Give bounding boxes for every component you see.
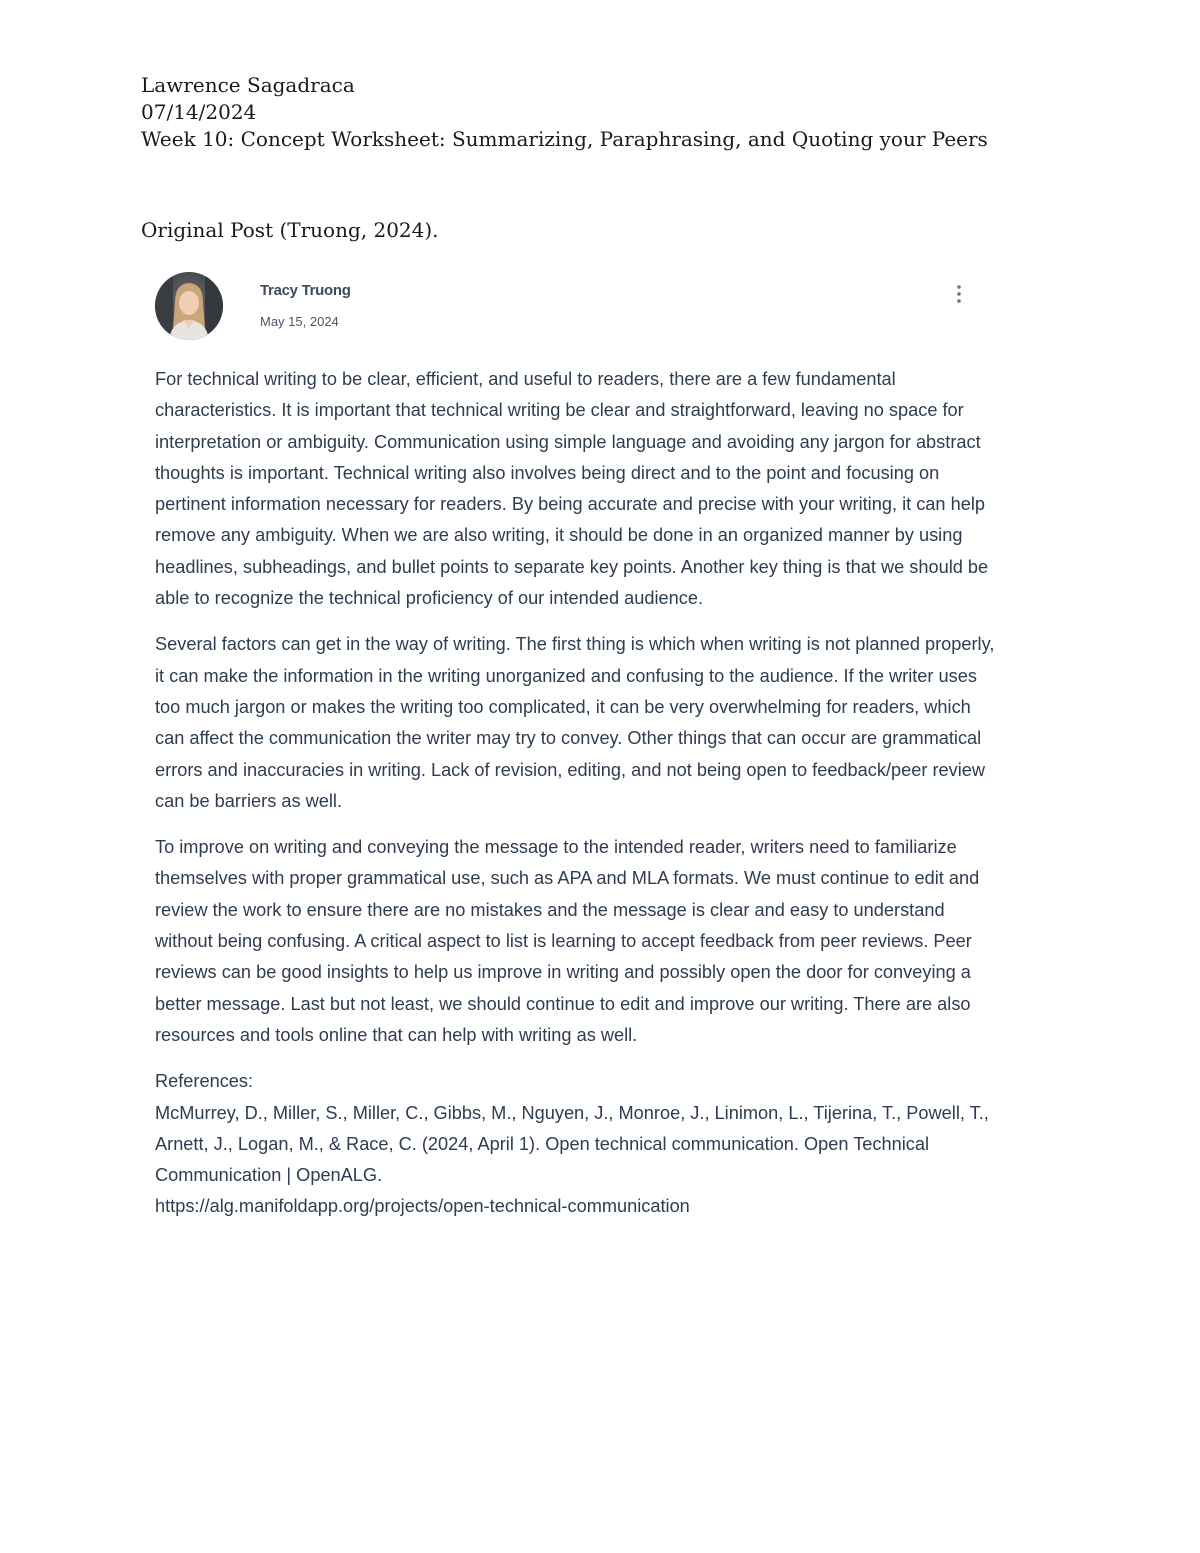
document-header [141,72,988,153]
post-paragraph: Several factors can get in the way of writing. The first thing is which when writing is not planned properly, it can make the information in the writing unorganized and confusing to the audience. If the writer uses too much jargon or makes the writing too complicated, it can be very overwhelming for readers, which can affect the communication the writer may try to convey. Other things that can occur are grammatical errors and inaccuracies in writing. Lack of revision, editing, and not being open to feedback/peer review can be barriers as well. [155,634,995,811]
section-label: Original Post (Truong, 2024). [141,218,439,242]
references-heading: References: [155,1071,254,1092]
reference-url[interactable]: https://alg.manifoldapp.org/projects/open-technical-communication [155,1196,690,1217]
student-name: Lawrence Sagadraca [141,73,355,97]
post-paragraph: To improve on writing and conveying the message to the intended reader, writers need to familiarize themselves with proper grammatical use, such as APA and MLA formats. We must continue to edit and review the work to ensure there are no mistakes and the message is clear and easy to understand without being confusing. A critical aspect to list is learning to accept feedback from peer reviews. Peer reviews can be good insights to help us improve in writing and possibly open the door for conveying a better message. Last but not least, we should continue to edit and improve our writing. There are also resources and tools online that can help with writing as well. [155,837,980,1045]
post-date: May 15, 2024 [260,314,339,329]
avatar-photo [155,272,223,340]
more-vertical-icon[interactable] [950,283,968,305]
post-body [155,364,995,1223]
post-author[interactable]: Tracy Truong [260,282,351,299]
document-date: 07/14/2024 [141,100,257,124]
avatar [155,272,223,340]
assignment-title: Week 10: Concept Worksheet: Summarizing, Paraphrasing, and Quoting your Peers [141,127,988,151]
reference-entry: McMurrey, D., Miller, S., Miller, C., Gibbs, M., Nguyen, J., Monroe, J., Linimon, L., Tijerina, T., Powell, T., Arnett, J., Logan, M., & Race, C. (2024, April 1). Open technical communication. Open Technical Communication | OpenALG. [155,1102,989,1186]
post-paragraph: For technical writing to be clear, efficient, and useful to readers, there are a few fundamental characteristics. It is important that technical writing be clear and straightforward, leaving no space for interpretation or ambiguity. Communication using simple language and avoiding any jargon for abstract thoughts is important. Technical writing also involves being direct and to the point and focusing on pertinent information necessary for readers. By being accurate and precise with your writing, it can help remove any ambiguity. When we are also writing, it should be done in an organized manner by using headlines, subheadings, and bullet points to separate key points. Another key thing is that we should be able to recognize the technical proficiency of our intended audience. [155,369,989,609]
